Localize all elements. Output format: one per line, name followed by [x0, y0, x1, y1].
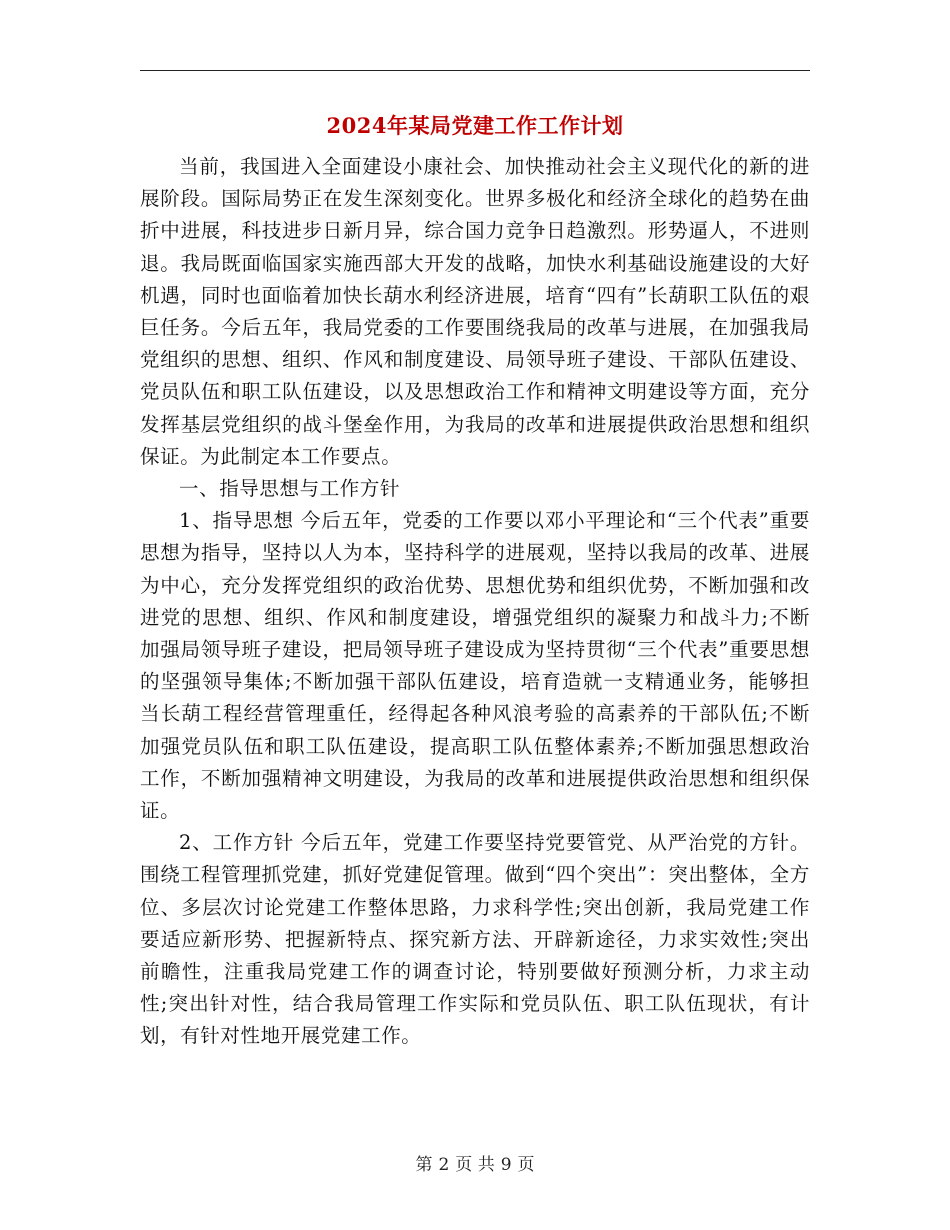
header-rule — [140, 70, 810, 71]
document-body — [140, 151, 810, 1053]
current-page-number: 2 — [438, 1155, 450, 1175]
footer-prefix: 第 — [415, 1155, 433, 1175]
footer-middle: 页 共 — [455, 1155, 495, 1175]
document-title: 2024年某局党建工作工作计划 — [326, 113, 624, 138]
page-footer — [0, 1154, 950, 1176]
footer-suffix: 页 — [517, 1155, 535, 1175]
guiding-ideology-paragraph: 1、指导思想 今后五年，党委的工作要以邓小平理论和“三个代表”重要思想为指导，坚持以人为本，坚持科学的进展观，坚持以我局的改革、进展为中心，充分发挥党组织的政治优势、思想优势和组织优势，不断加强和改进党的思想、组织、作风和制度建设，增强党组织的凝聚力和战斗力;不断加强局领导班子建设，把局领导班子建设成为坚持贯彻“三个代表”重要思想的坚强领导集体;不断加强干部队伍建设，培育造就一支精通业务，能够担当长葫工程经营管理重任，经得起各种风浪考验的高素养的干部队伍;不断加强党员队伍和职工队伍建设，提高职工队伍整体素养;不断加强思想政治工作，不断加强精神文明建设，为我局的改革和进展提供政治思想和组织保证。 — [140, 509, 810, 823]
section-heading: 一、指导思想与工作方针 — [179, 477, 401, 501]
total-pages-number: 9 — [500, 1155, 512, 1175]
intro-paragraph: 当前，我国进入全面建设小康社会、加快推动社会主义现代化的新的进展阶段。国际局势正在发生深刻变化。世界多极化和经济全球化的趋势在曲折中进展，科技进步日新月异，综合国力竞争日趋激烈。形势逼人，不进则退。我局既面临国家实施西部大开发的战略，加快水利基础设施建设的大好机遇，同时也面临着加快长葫水利经济进展，培育“四有”长葫职工队伍的艰巨任务。今后五年，我局党委的工作要围绕我局的改革与进展，在加强我局党组织的思想、组织、作风和制度建设、局领导班子建设、干部队伍建设、党员队伍和职工队伍建设，以及思想政治工作和精神文明建设等方面，充分发挥基层党组织的战斗堡垒作用，为我局的改革和进展提供政治思想和组织保证。为此制定本工作要点。 — [140, 155, 810, 468]
work-policy-paragraph: 2、工作方针 今后五年，党建工作要坚持党要管党、从严治党的方针。围绕工程管理抓党建，抓好党建促管理。做到“四个突出”：突出整体，全方位、多层次讨论党建工作整体思路，力求科学性;突出创新，我局党建工作要适应新形势、把握新特点、探究新方法、开辟新途径，力求实效性;突出前瞻性，注重我局党建工作的调查讨论，特别要做好预测分析，力求主动性;突出针对性，结合我局管理工作实际和党员队伍、职工队伍现状，有计划，有针对性地开展党建工作。 — [140, 831, 810, 1048]
